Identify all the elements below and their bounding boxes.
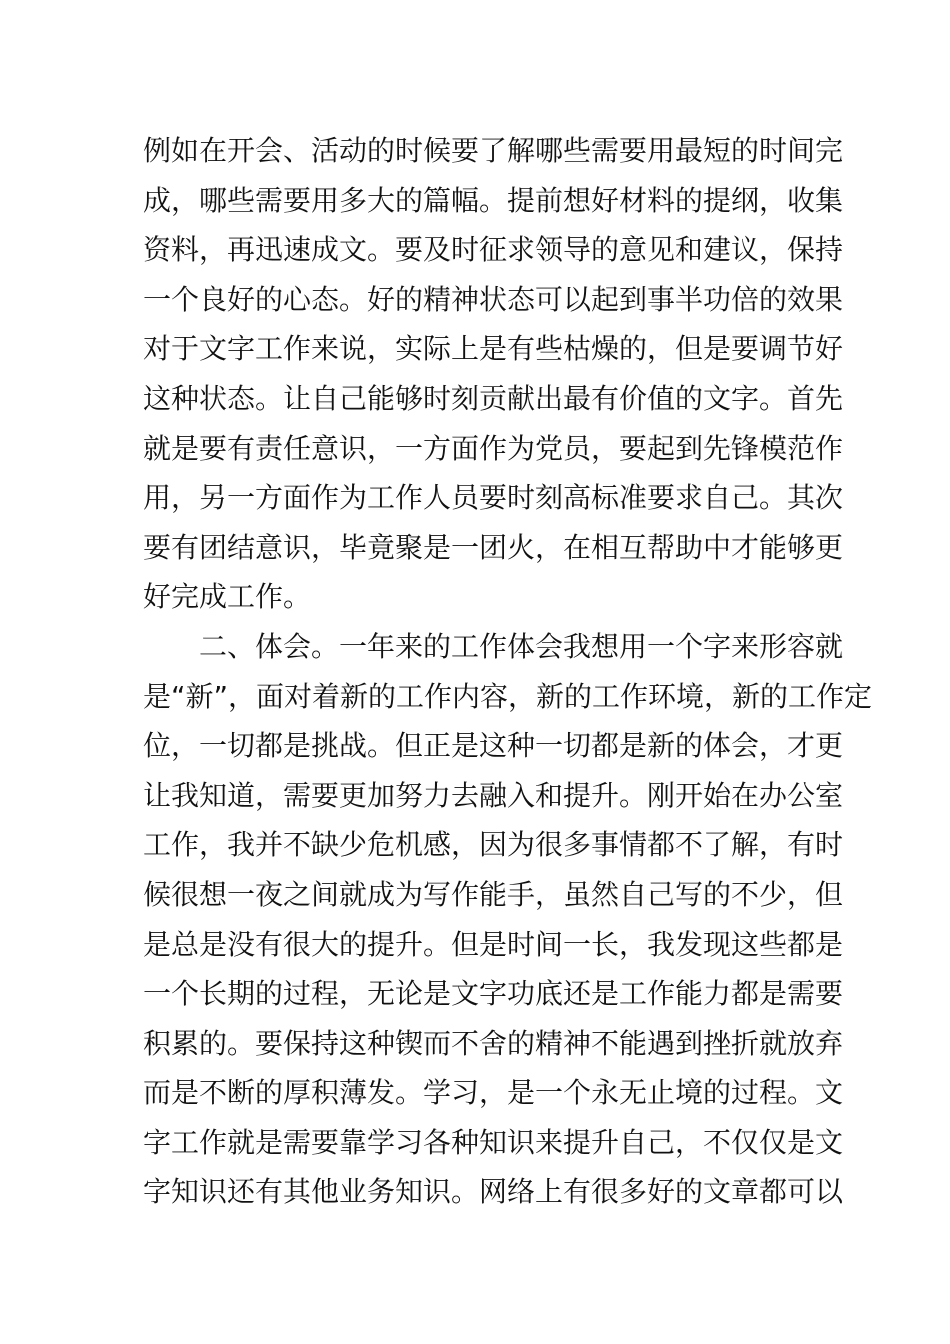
text-line: 积累的。要保持这种锲而不舍的精神不能遇到挫折就放弃: [143, 1026, 844, 1060]
text-line: 对于文字工作来说，实际上是有些枯燥的，但是要调节好: [143, 332, 844, 366]
text-line: 位，一切都是挑战。但正是这种一切都是新的体会，才更: [143, 729, 844, 763]
text-line: 这种状态。让自己能够时刻贡献出最有价值的文字。首先: [143, 381, 844, 415]
text-line: 用，另一方面作为工作人员要时刻高标准要求自己。其次: [143, 481, 844, 515]
text-line: 字工作就是需要靠学习各种知识来提升自己，不仅仅是文: [143, 1125, 844, 1159]
text-line: 让我知道，需要更加努力去融入和提升。刚开始在办公室: [143, 778, 844, 812]
text-line: 候很想一夜之间就成为写作能手，虽然自己写的不少，但: [143, 877, 844, 911]
paragraph-start-line: 二、体会。一年来的工作体会我想用一个字来形容就: [199, 629, 844, 663]
text-line: 例如在开会、活动的时候要了解哪些需要用最短的时间完: [143, 134, 844, 167]
text-line: 工作，我并不缺少危机感，因为很多事情都不了解，有时: [143, 828, 844, 862]
text-line: 是“新”，面对着新的工作内容，新的工作环境，新的工作定: [143, 679, 873, 713]
text-line: 而是不断的厚积薄发。学习，是一个永无止境的过程。文: [143, 1076, 844, 1110]
text-line: 成，哪些需要用多大的篇幅。提前想好材料的提纲，收集: [143, 183, 844, 217]
text-line: 就是要有责任意识，一方面作为党员，要起到先锋模范作: [143, 431, 844, 465]
text-line: 要有团结意识，毕竟聚是一团火，在相互帮助中才能够更: [143, 530, 844, 564]
text-line: 是总是没有很大的提升。但是时间一长，我发现这些都是: [143, 927, 844, 961]
text-line: 一个良好的心态。好的精神状态可以起到事半功倍的效果: [143, 282, 844, 316]
text-line: 一个长期的过程，无论是文字功底还是工作能力都是需要: [143, 977, 844, 1011]
text-line: 资料，再迅速成文。要及时征求领导的意见和建议，保持: [143, 233, 844, 267]
text-line: 好完成工作。: [143, 580, 312, 614]
text-line: 字知识还有其他业务知识。网络上有很多好的文章都可以: [143, 1175, 844, 1209]
body-text: [143, 126, 873, 1217]
